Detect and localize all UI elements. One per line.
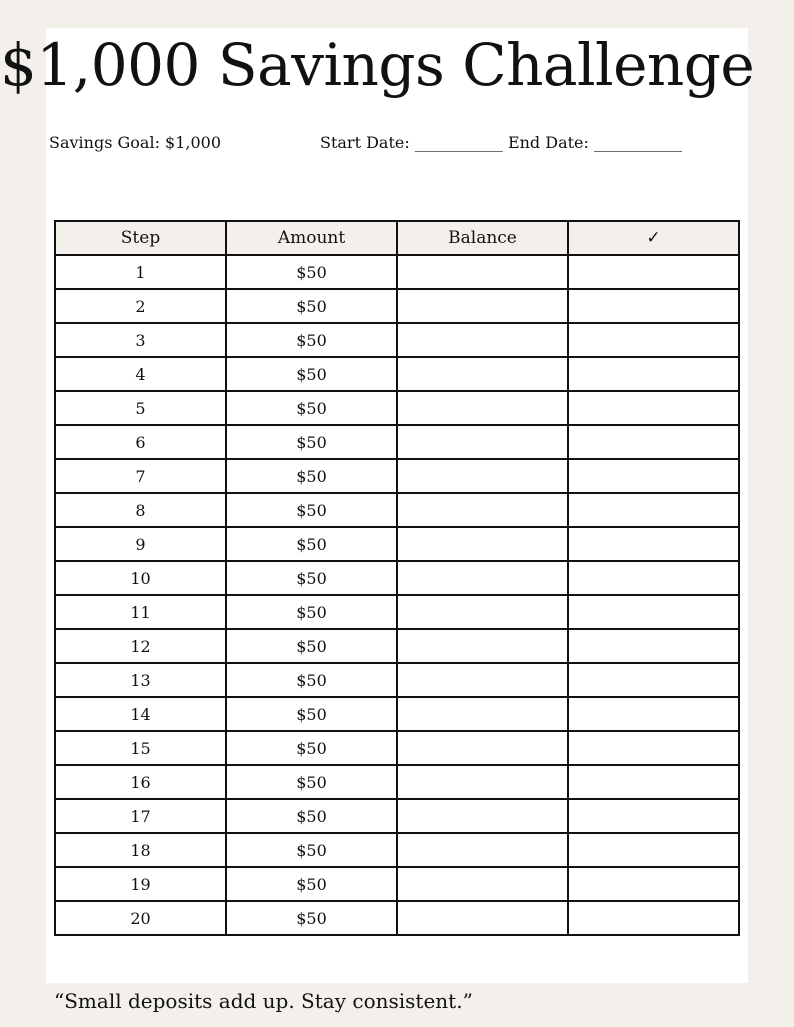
amount-cell: $50 — [226, 357, 397, 391]
amount-cell: $50 — [226, 901, 397, 935]
balance-cell[interactable] — [397, 867, 568, 901]
table-row — [55, 629, 739, 663]
checkmark-cell[interactable] — [568, 289, 739, 323]
checkmark-cell[interactable] — [568, 731, 739, 765]
balance-cell[interactable] — [397, 289, 568, 323]
table-row — [55, 561, 739, 595]
step-cell: 16 — [55, 765, 226, 799]
savings-tracker-table — [54, 220, 740, 936]
step-cell: 7 — [55, 459, 226, 493]
checkmark-cell[interactable] — [568, 765, 739, 799]
amount-cell: $50 — [226, 425, 397, 459]
table-row — [55, 901, 739, 935]
step-cell: 12 — [55, 629, 226, 663]
amount-cell: $50 — [226, 697, 397, 731]
step-cell: 8 — [55, 493, 226, 527]
balance-cell[interactable] — [397, 731, 568, 765]
header-checkmark: ✓ — [568, 221, 739, 255]
balance-cell[interactable] — [397, 425, 568, 459]
table-row — [55, 867, 739, 901]
end-date-field: End Date: ___________ — [507, 133, 682, 152]
table-row — [55, 663, 739, 697]
step-cell: 9 — [55, 527, 226, 561]
balance-cell[interactable] — [397, 697, 568, 731]
table-row — [55, 323, 739, 357]
checkmark-cell[interactable] — [568, 901, 739, 935]
table-row — [55, 459, 739, 493]
balance-cell[interactable] — [397, 391, 568, 425]
table-row — [55, 289, 739, 323]
header-step: Step — [55, 221, 226, 255]
balance-cell[interactable] — [397, 663, 568, 697]
checkmark-cell[interactable] — [568, 663, 739, 697]
motivational-quote: “Small deposits add up. Stay consistent.” — [54, 989, 473, 1013]
amount-cell: $50 — [226, 663, 397, 697]
checkmark-cell[interactable] — [568, 255, 739, 289]
checkmark-cell[interactable] — [568, 629, 739, 663]
step-cell: 18 — [55, 833, 226, 867]
amount-cell: $50 — [226, 493, 397, 527]
balance-cell[interactable] — [397, 493, 568, 527]
table-row — [55, 697, 739, 731]
amount-cell: $50 — [226, 527, 397, 561]
step-cell: 13 — [55, 663, 226, 697]
start-date-field: Start Date: ___________ — [320, 133, 503, 152]
table-body — [55, 255, 739, 935]
amount-cell: $50 — [226, 731, 397, 765]
balance-cell[interactable] — [397, 799, 568, 833]
balance-cell[interactable] — [397, 357, 568, 391]
amount-cell: $50 — [226, 595, 397, 629]
date-fields — [320, 132, 682, 154]
step-cell: 6 — [55, 425, 226, 459]
checkmark-cell[interactable] — [568, 833, 739, 867]
step-cell: 11 — [55, 595, 226, 629]
amount-cell: $50 — [226, 799, 397, 833]
step-cell: 3 — [55, 323, 226, 357]
step-cell: 17 — [55, 799, 226, 833]
balance-cell[interactable] — [397, 595, 568, 629]
balance-cell[interactable] — [397, 561, 568, 595]
table-row — [55, 833, 739, 867]
step-cell: 15 — [55, 731, 226, 765]
header-amount: Amount — [226, 221, 397, 255]
amount-cell: $50 — [226, 255, 397, 289]
table-row — [55, 357, 739, 391]
checkmark-cell[interactable] — [568, 799, 739, 833]
table-row — [55, 493, 739, 527]
checkmark-cell[interactable] — [568, 425, 739, 459]
balance-cell[interactable] — [397, 833, 568, 867]
balance-cell[interactable] — [397, 323, 568, 357]
savings-goal-label: Savings Goal: $1,000 — [49, 133, 222, 152]
step-cell: 10 — [55, 561, 226, 595]
step-cell: 5 — [55, 391, 226, 425]
checkmark-cell[interactable] — [568, 527, 739, 561]
table-row — [55, 255, 739, 289]
page-title: $1,000 Savings Challenge — [0, 31, 755, 99]
amount-cell: $50 — [226, 289, 397, 323]
amount-cell: $50 — [226, 391, 397, 425]
step-cell: 1 — [55, 255, 226, 289]
table-row — [55, 391, 739, 425]
amount-cell: $50 — [226, 561, 397, 595]
amount-cell: $50 — [226, 833, 397, 867]
balance-cell[interactable] — [397, 255, 568, 289]
amount-cell: $50 — [226, 323, 397, 357]
balance-cell[interactable] — [397, 527, 568, 561]
balance-cell[interactable] — [397, 459, 568, 493]
table-row — [55, 595, 739, 629]
checkmark-cell[interactable] — [568, 493, 739, 527]
table-row — [55, 731, 739, 765]
step-cell: 2 — [55, 289, 226, 323]
step-cell: 14 — [55, 697, 226, 731]
checkmark-cell[interactable] — [568, 697, 739, 731]
amount-cell: $50 — [226, 629, 397, 663]
checkmark-cell[interactable] — [568, 595, 739, 629]
step-cell: 19 — [55, 867, 226, 901]
table-row — [55, 765, 739, 799]
step-cell: 4 — [55, 357, 226, 391]
checkmark-cell[interactable] — [568, 357, 739, 391]
balance-cell[interactable] — [397, 765, 568, 799]
checkmark-cell[interactable] — [568, 391, 739, 425]
amount-cell: $50 — [226, 765, 397, 799]
table-row — [55, 799, 739, 833]
table-header-row — [55, 221, 739, 255]
amount-cell: $50 — [226, 459, 397, 493]
table-row — [55, 425, 739, 459]
balance-cell[interactable] — [397, 629, 568, 663]
amount-cell: $50 — [226, 867, 397, 901]
header-balance: Balance — [397, 221, 568, 255]
checkmark-cell[interactable] — [568, 867, 739, 901]
balance-cell[interactable] — [397, 901, 568, 935]
checkmark-cell[interactable] — [568, 459, 739, 493]
checkmark-cell[interactable] — [568, 323, 739, 357]
step-cell: 20 — [55, 901, 226, 935]
checkmark-cell[interactable] — [568, 561, 739, 595]
table-row — [55, 527, 739, 561]
